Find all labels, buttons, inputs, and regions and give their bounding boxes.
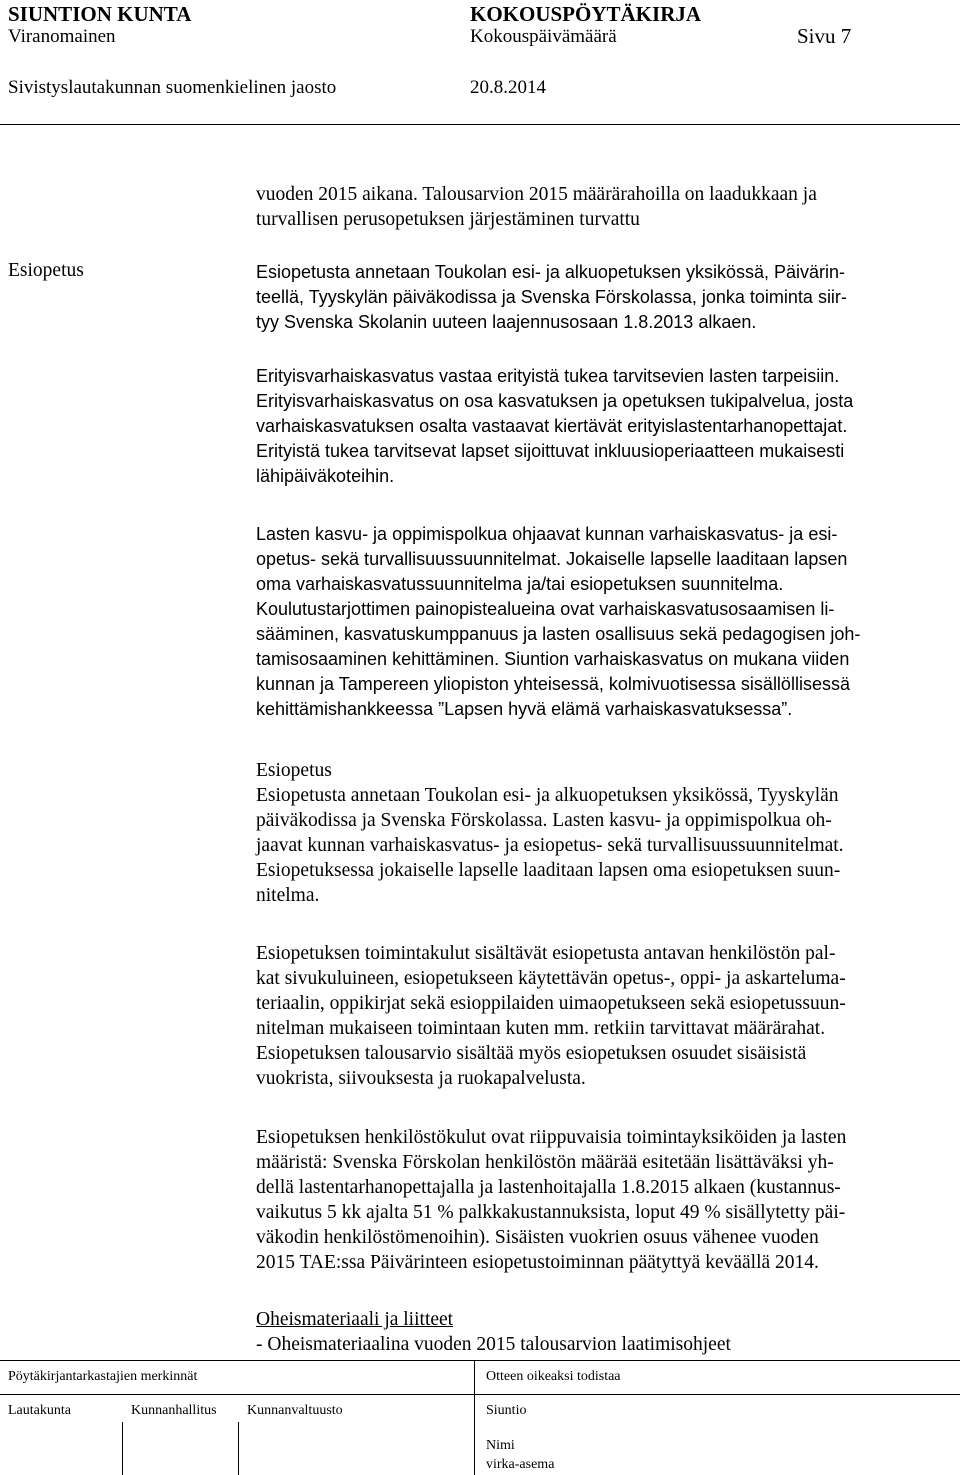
text-line: tyy Svenska Skolanin uuteen laajennusosaan 1.8.2013 alkaen. bbox=[256, 312, 757, 332]
attachments-heading: Oheismateriaali ja liitteet bbox=[256, 1309, 454, 1330]
section-heading: Esiopetus bbox=[256, 760, 332, 781]
footer-row-rule bbox=[0, 1394, 960, 1395]
footer-rule bbox=[0, 1360, 960, 1361]
text-line: Koulutustarjottimen painopistealueina ovat varhaiskasvatusosaamisen li- bbox=[256, 599, 835, 619]
footer-cell-divider bbox=[122, 1422, 123, 1475]
text-line: kehittämishankkeessa ”Lapsen hyvä elämä varhaiskasvatuksessa”. bbox=[256, 699, 793, 719]
board-label: Lautakunta bbox=[8, 1403, 71, 1418]
text-line: vuokrista, siivouksesta ja ruokapalvelusta. bbox=[256, 1068, 586, 1089]
paragraph-esiopetus bbox=[256, 783, 844, 908]
text-line: jaavat kunnan varhaiskasvatus- ja esiopetus- sekä turvallisuussuunnitelmat. bbox=[256, 835, 844, 856]
council-label: Kunnanvaltuusto bbox=[247, 1403, 343, 1418]
meeting-date-label: Kokouspäivämäärä bbox=[470, 26, 617, 47]
paragraph-special-education bbox=[256, 364, 853, 489]
check-marks-label: Pöytäkirjantarkastajien merkinnät bbox=[8, 1369, 198, 1384]
text-line: oma varhaiskasvatussuunnitelma ja/tai esiopetuksen suunnitelma. bbox=[256, 574, 784, 594]
text-line: teellä, Tyyskylän päiväkodissa ja Svenska Förskolassa, jonka toiminta siir- bbox=[256, 287, 847, 307]
text-line: kunnan ja Tampereen yliopiston yhteisessä, kolmivuotisessa sisällöllisessä bbox=[256, 674, 850, 694]
exec-board-label: Kunnanhallitus bbox=[131, 1403, 217, 1418]
intro-paragraph bbox=[256, 182, 817, 232]
text-line: opetus- sekä turvallisuussuunnitelmat. Jokaiselle lapselle laaditaan lapsen bbox=[256, 549, 848, 569]
authority-label: Viranomainen bbox=[8, 26, 116, 47]
paragraph-esiopetus-units bbox=[256, 260, 847, 335]
text-line: Esiopetusta annetaan Toukolan esi- ja alkuopetuksen yksikössä, Päivärin- bbox=[256, 262, 846, 282]
text-line: Erityistä tukea tarvitsevat lapset sijoittuvat inkluusioperiaatteen mukaisesti bbox=[256, 441, 845, 461]
text-line: varhaiskasvatuksen osalta vastaavat kiertävät erityislastentarhanopettajat. bbox=[256, 416, 848, 436]
paragraph-personnel-costs bbox=[256, 1125, 846, 1275]
text-line: lähipäiväkoteihin. bbox=[256, 466, 395, 486]
authority-name: Sivistyslautakunnan suomenkielinen jaosto bbox=[8, 77, 337, 98]
text-line: Esiopetuksen henkilöstökulut ovat riippuvaisia toimintayksiköiden ja lasten bbox=[256, 1127, 847, 1148]
footer-cell-divider bbox=[238, 1422, 239, 1475]
document-type: KOKOUSPÖYTÄKIRJA bbox=[470, 2, 702, 26]
text-line: päiväkodissa ja Svenska Förskolassa. Lasten kasvu- ja oppimispolkua oh- bbox=[256, 810, 832, 831]
text-line: Lasten kasvu- ja oppimispolkua ohjaavat kunnan varhaiskasvatus- ja esi- bbox=[256, 524, 838, 544]
text-line: nitelman mukaiseen toimintaan kuten mm. retkiin tarvittavat määrärahat. bbox=[256, 1018, 826, 1039]
text-line: sääminen, kasvatuskumppanuus ja lasten osallisuus sekä pedagogisen joh- bbox=[256, 624, 861, 644]
text-line: kat sivukuluineen, esiopetukseen käytettävän opetus-, oppi- ja askartelumа- bbox=[256, 968, 846, 989]
text-line: Erityisvarhaiskasvatus on osa kasvatuksen ja opetuksen tukipalvelua, josta bbox=[256, 391, 854, 411]
text-line: Esiopetusta annetaan Toukolan esi- ja alkuopetuksen yksikössä, Tyyskylän bbox=[256, 785, 839, 806]
text-line: Esiopetuksessa jokaiselle lapselle laaditaan lapsen oma esiopetuksen suun- bbox=[256, 860, 841, 881]
footer-divider bbox=[474, 1360, 475, 1475]
paragraph-learning-path bbox=[256, 522, 860, 722]
text-line: väkodin henkilöstömenoihin). Sisäisten vuokrien osuus vähenee vuoden bbox=[256, 1227, 819, 1248]
municipality-name: SIUNTION KUNTA bbox=[8, 2, 192, 26]
text-line: Erityisvarhaiskasvatus vastaa erityistä tukea tarvitsevien lasten tarpeisiin. bbox=[256, 366, 840, 386]
text-line: dellä lastentarhanopettajalla ja lastenhoitajalla 1.8.2015 alkaen (kustannus- bbox=[256, 1177, 841, 1198]
name-label: Nimi bbox=[486, 1438, 515, 1453]
place-label: Siuntio bbox=[486, 1403, 527, 1418]
text-line: Esiopetuksen talousarvio sisältää myös esiopetuksen osuudet sisäisistä bbox=[256, 1043, 807, 1064]
text-line: tamisosaaminen kehittäminen. Siuntion varhaiskasvatus on mukana viiden bbox=[256, 649, 850, 669]
title-label: virka-asema bbox=[486, 1457, 555, 1472]
attachment-item: - Oheismateriaalina vuoden 2015 talousarvion laatimisohjeet bbox=[256, 1334, 731, 1355]
text-line: nitelma. bbox=[256, 885, 320, 906]
side-heading: Esiopetus bbox=[8, 260, 84, 281]
text-line: 2015 TAE:ssa Päivärinteen esiopetustoiminnan päätyttyä keväällä 2014. bbox=[256, 1252, 819, 1273]
paragraph-operating-costs bbox=[256, 941, 846, 1091]
meeting-date: 20.8.2014 bbox=[470, 77, 546, 98]
text-line: vuoden 2015 aikana. Talousarvion 2015 määrärahoilla on laadukkaan ja bbox=[256, 184, 817, 205]
text-line: turvallisen perusopetuksen järjestäminen turvattu bbox=[256, 209, 640, 230]
header-rule bbox=[0, 124, 960, 125]
page-number: Sivu 7 bbox=[797, 24, 852, 48]
text-line: teriaalin, oppikirjat sekä esioppilaiden uimaopetukseen sekä esiopetussuun- bbox=[256, 993, 846, 1014]
text-line: vaikutus 5 kk ajalta 51 % palkkakustannuksista, loput 49 % sisällytetty päi- bbox=[256, 1202, 846, 1223]
certified-label: Otteen oikeaksi todistaa bbox=[486, 1369, 621, 1384]
text-line: Esiopetuksen toimintakulut sisältävät esiopetusta antavan henkilöstön pal- bbox=[256, 943, 836, 964]
text-line: määristä: Svenska Förskolan henkilöstön määrää esitetään lisättäväksi yh- bbox=[256, 1152, 834, 1173]
